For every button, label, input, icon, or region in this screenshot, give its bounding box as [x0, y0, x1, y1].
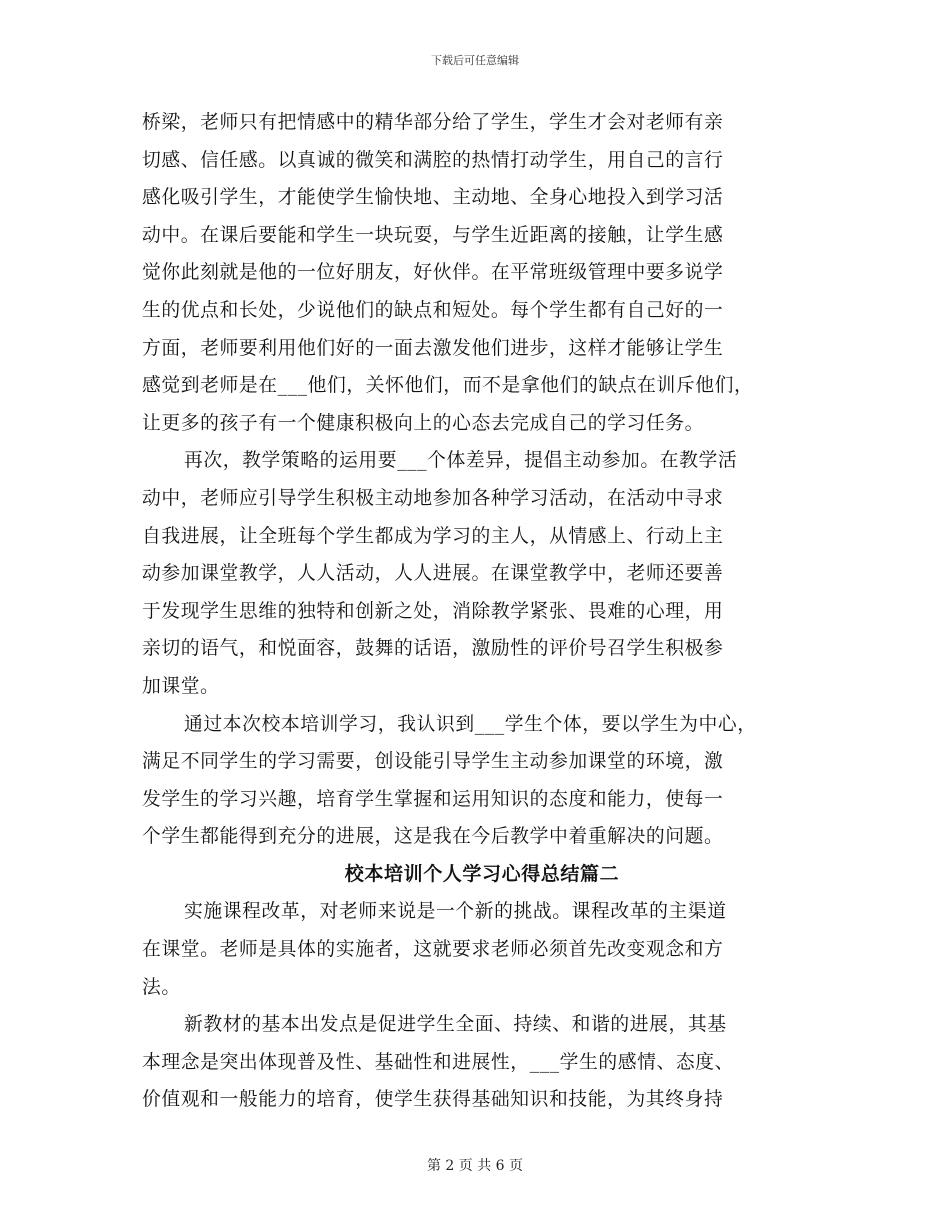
- text-line: 动参加课堂教学，人人活动，人人进展。在课堂教学中，老师还要善: [142, 563, 724, 585]
- text-line: 价值观和一般能力的培育，使学生获得基础知识和技能，为其终身持: [142, 1089, 724, 1111]
- text-line: 动中。在课后要能和学生一块玩耍，与学生近距离的接触，让学生感: [142, 224, 724, 246]
- text-line: 让更多的孩子有一个健康积极向上的心态去完成自己的学习任务。: [142, 412, 705, 434]
- text-line: 桥梁，老师只有把情感中的精华部分给了学生，学生才会对老师有亲: [142, 112, 724, 133]
- text-line: 感觉到老师是在___他们，关怀他们，而不是拿他们的缺点在训斥他们，: [142, 375, 754, 397]
- paragraph-start-line: 通过本次校本培训学习，我认识到___学生个体，要以学生为中心，: [184, 713, 757, 735]
- text-line: 方面，老师要利用他们好的一面去激发他们进步，这样才能够让学生: [142, 337, 724, 359]
- paragraph-start-line: 新教材的基本出发点是促进学生全面、持续、和谐的进展，其基: [184, 1014, 727, 1036]
- text-line: 感化吸引学生，才能使学生愉快地、主动地、全身心地投入到学习活: [142, 187, 724, 209]
- text-line: 切感、信任感。以真诚的微笑和满腔的热情打动学生，用自己的言行: [142, 149, 724, 171]
- text-line: 本理念是突出体现普及性、基础性和进展性，___学生的感情、态度、: [142, 1051, 735, 1073]
- paragraph-start-line: 实施课程改革，对老师来说是一个新的挑战。课程改革的主渠道: [184, 901, 727, 923]
- text-line: 个学生都能得到充分的进展，这是我在今后教学中着重解决的问题。: [142, 826, 724, 848]
- text-line: 觉你此刻就是他的一位好朋友，好伙伴。在平常班级管理中要多说学: [142, 262, 724, 284]
- text-line: 发学生的学习兴趣，培育学生掌握和运用知识的态度和能力，使每一: [142, 788, 724, 810]
- page-header: 下载后可任意编辑: [431, 54, 519, 67]
- text-line: 法。: [142, 976, 181, 998]
- paragraph-start-line: 再次，教学策略的运用要___个体差异，提倡主动参加。在教学活: [184, 450, 738, 472]
- text-line: 自我进展，让全班每个学生都成为学习的主人，从情感上、行动上主: [142, 525, 724, 547]
- text-line: 动中，老师应引导学生积极主动地参加各种学习活动，在活动中寻求: [142, 487, 724, 509]
- text-line: 满足不同学生的学习需要，创设能引导学生主动参加课堂的环境，激: [142, 751, 724, 773]
- text-line: 在课堂。老师是具体的实施者，这就要求老师必须首先改变观念和方: [142, 939, 724, 961]
- text-line: 亲切的语气，和悦面容，鼓舞的话语，激励性的评价号召学生积极参: [142, 638, 724, 660]
- section-heading: 校本培训个人学习心得总结篇二: [344, 862, 620, 885]
- text-line: 于发现学生思维的独特和创新之处，消除教学紧张、畏难的心理，用: [142, 600, 724, 622]
- document-body: [142, 104, 802, 1119]
- text-line: 生的优点和长处，少说他们的缺点和短处。每个学生都有自己好的一: [142, 299, 724, 321]
- page-footer: 第 2 页 共 6 页: [426, 1158, 524, 1174]
- text-line: 加课堂。: [142, 675, 220, 697]
